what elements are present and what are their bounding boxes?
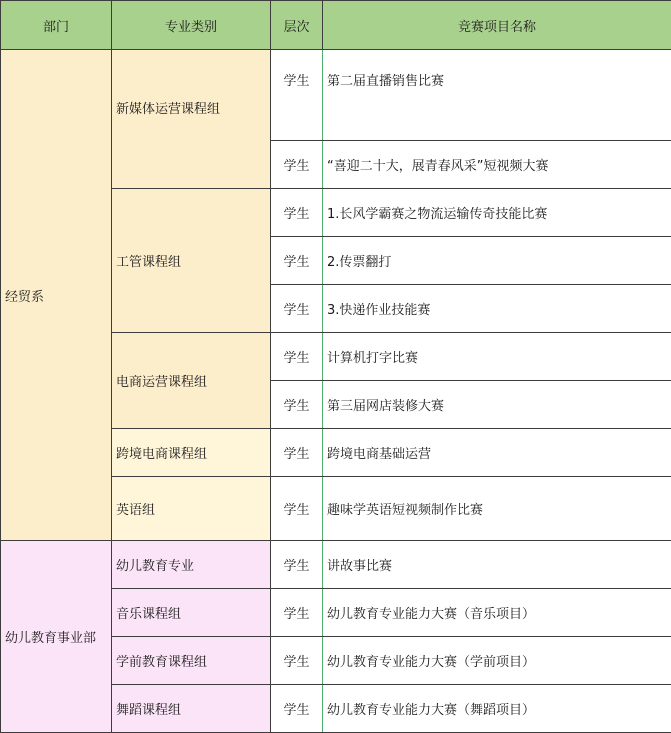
level-cell: 学生: [271, 429, 323, 477]
level-cell: 学生: [271, 285, 323, 333]
header-competition: 竞赛项目名称: [323, 1, 671, 50]
table-body: [1, 50, 671, 733]
major-cell: 电商运营课程组: [112, 333, 271, 429]
competition-cell: 幼儿教育专业能力大赛（学前项目）: [323, 637, 671, 685]
level-cell: 学生: [271, 477, 323, 541]
department-cell: 幼儿教育事业部: [1, 541, 112, 733]
major-cell: 音乐课程组: [112, 589, 271, 637]
competition-cell: 跨境电商基础运营: [323, 429, 671, 477]
table-row: [1, 541, 671, 589]
competition-cell: 1.长风学霸赛之物流运输传奇技能比赛: [323, 189, 671, 237]
level-cell: 学生: [271, 685, 323, 733]
header-row: [1, 1, 671, 50]
header-major: 专业类别: [112, 1, 271, 50]
table-row: [1, 50, 671, 141]
level-cell: 学生: [271, 589, 323, 637]
competition-cell: 幼儿教育专业能力大赛（音乐项目）: [323, 589, 671, 637]
major-cell: 工管课程组: [112, 189, 271, 333]
level-cell: 学生: [271, 381, 323, 429]
table-header: [1, 1, 671, 50]
major-cell: 学前教育课程组: [112, 637, 271, 685]
level-cell: 学生: [271, 237, 323, 285]
competition-cell: 第三届网店装修大赛: [323, 381, 671, 429]
header-level: 层次: [271, 1, 323, 50]
level-cell: 学生: [271, 189, 323, 237]
department-cell: 经贸系: [1, 50, 112, 541]
competition-cell: 讲故事比赛: [323, 541, 671, 589]
major-cell: 舞蹈课程组: [112, 685, 271, 733]
competition-cell: 3.快递作业技能赛: [323, 285, 671, 333]
competition-cell: 计算机打字比赛: [323, 333, 671, 381]
level-cell: 学生: [271, 637, 323, 685]
major-cell: 英语组: [112, 477, 271, 541]
major-cell: 新媒体运营课程组: [112, 50, 271, 189]
level-cell: 学生: [271, 50, 323, 141]
major-cell: 跨境电商课程组: [112, 429, 271, 477]
competition-cell: 幼儿教育专业能力大赛（舞蹈项目）: [323, 685, 671, 733]
competition-cell: 2.传票翻打: [323, 237, 671, 285]
competition-cell: “喜迎二十大，展青春风采”短视频大赛: [323, 141, 671, 189]
level-cell: 学生: [271, 141, 323, 189]
major-cell: 幼儿教育专业: [112, 541, 271, 589]
level-cell: 学生: [271, 541, 323, 589]
header-department: 部门: [1, 1, 112, 50]
competition-cell: 第二届直播销售比赛: [323, 50, 671, 141]
level-cell: 学生: [271, 333, 323, 381]
competition-cell: 趣味学英语短视频制作比赛: [323, 477, 671, 541]
